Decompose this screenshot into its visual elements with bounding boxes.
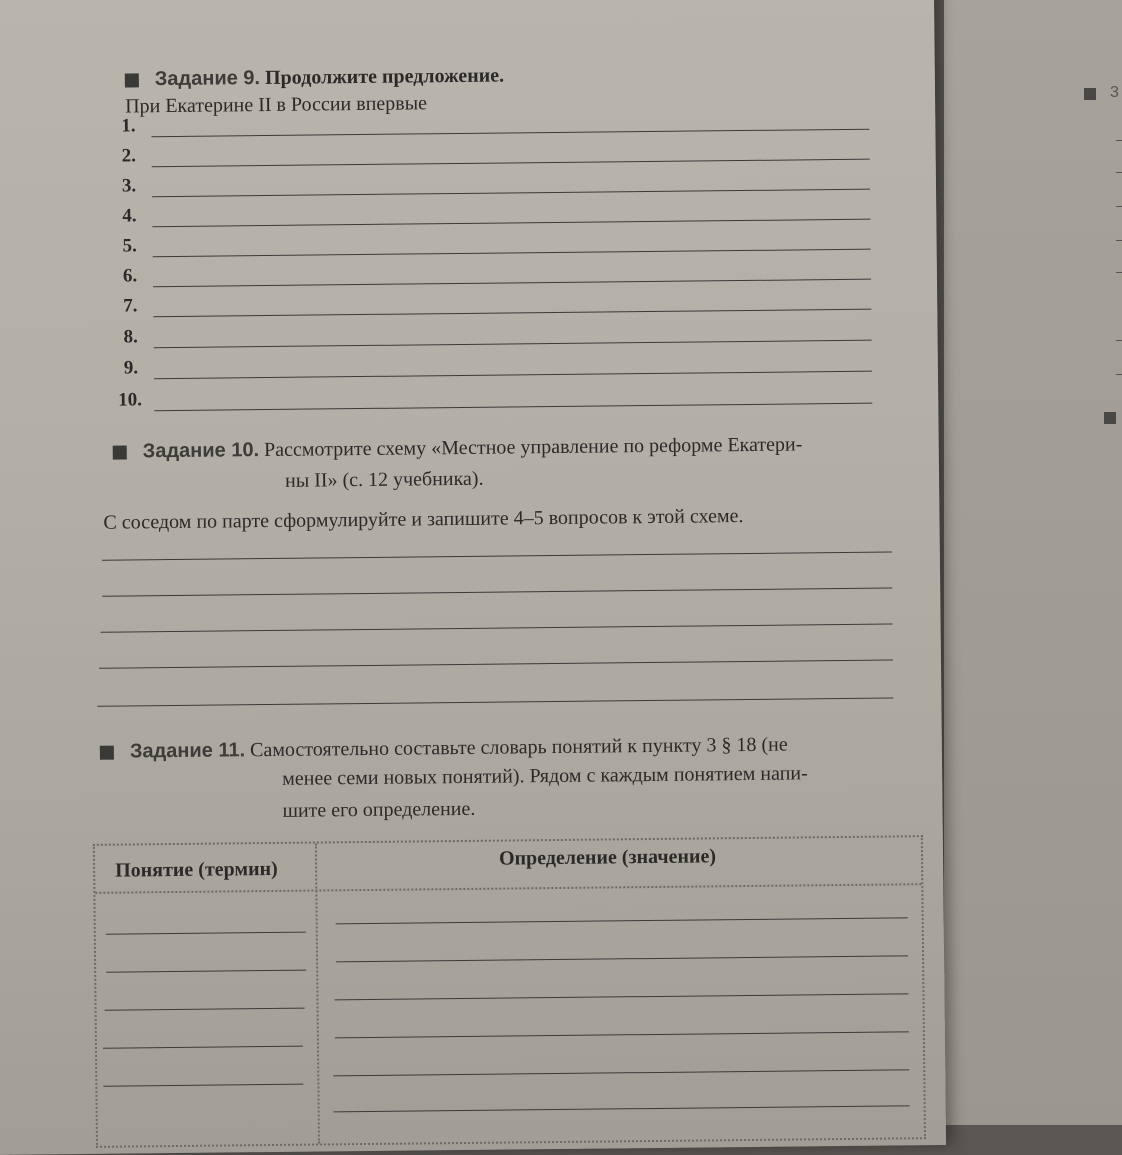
task-label: Задание 9.: [154, 67, 261, 91]
answer-line[interactable]: 1.: [121, 108, 869, 138]
square-bullet-icon: [1084, 88, 1096, 100]
task-11-instruction-cont: менее семи новых понятий). Рядом с каждым понятием напи-: [282, 762, 808, 790]
answer-line[interactable]: 10.: [118, 382, 872, 412]
definition-answer-line[interactable]: [336, 917, 908, 924]
answer-line[interactable]: [101, 623, 893, 632]
page-corner-number: 3: [1110, 84, 1119, 101]
definition-answer-line[interactable]: [334, 1105, 910, 1112]
task-label: Задание 10.: [142, 439, 260, 463]
task-instruction: Самостоятельно составьте словарь понятий к пункту 3 § 18 (не: [249, 733, 788, 762]
answer-line[interactable]: [99, 659, 893, 668]
task-10-heading: [113, 429, 913, 465]
glossary-table: [93, 835, 926, 1148]
answer-line[interactable]: 2.: [122, 138, 870, 168]
term-answer-line[interactable]: [106, 970, 306, 973]
task-11-instruction-cont: шите его определение.: [282, 797, 476, 822]
square-bullet-icon: [1104, 412, 1116, 424]
column-header-definition: Определение (значение): [498, 845, 717, 870]
task-9-prompt: При Екатерине II в России впервые: [125, 92, 428, 118]
term-answer-line[interactable]: [106, 932, 306, 935]
task-instruction: Продолжите предложение.: [264, 64, 505, 90]
definition-answer-line[interactable]: [333, 1069, 909, 1076]
term-answer-line[interactable]: [103, 1084, 303, 1087]
task-label: Задание 11.: [129, 739, 246, 763]
column-header-term: Понятие (термин): [115, 857, 278, 882]
answer-line[interactable]: 4.: [122, 198, 870, 228]
answer-line[interactable]: 6.: [123, 258, 871, 288]
task-11-heading: [100, 729, 920, 766]
term-answer-line[interactable]: [105, 1008, 305, 1011]
square-bullet-icon: [100, 746, 114, 760]
answer-line[interactable]: 3.: [122, 168, 870, 198]
task-10-instruction-cont: ны II» (с. 12 учебника).: [284, 467, 484, 492]
task-10-prompt: С соседом по парте сформулируйте и запишите 4–5 вопросов к этой схеме.: [103, 505, 744, 534]
answer-line[interactable]: [102, 551, 892, 560]
answer-line[interactable]: 8.: [123, 319, 871, 349]
square-bullet-icon: [113, 446, 127, 460]
answer-line[interactable]: 7.: [123, 288, 871, 318]
definition-answer-line[interactable]: [335, 1031, 909, 1038]
answer-line[interactable]: 5.: [122, 228, 870, 258]
answer-line[interactable]: 9.: [124, 350, 872, 380]
square-bullet-icon: [125, 74, 139, 88]
task-9-heading: [125, 62, 505, 94]
answer-line[interactable]: [102, 587, 892, 596]
task-instruction: Рассмотрите схему «Местное управление по реформе Екатери-: [263, 433, 803, 462]
answer-line[interactable]: [97, 697, 893, 706]
adjacent-page: [944, 0, 1122, 1125]
definition-answer-line[interactable]: [336, 955, 908, 962]
term-answer-line[interactable]: [103, 1046, 303, 1049]
definition-answer-line[interactable]: [334, 993, 908, 1000]
